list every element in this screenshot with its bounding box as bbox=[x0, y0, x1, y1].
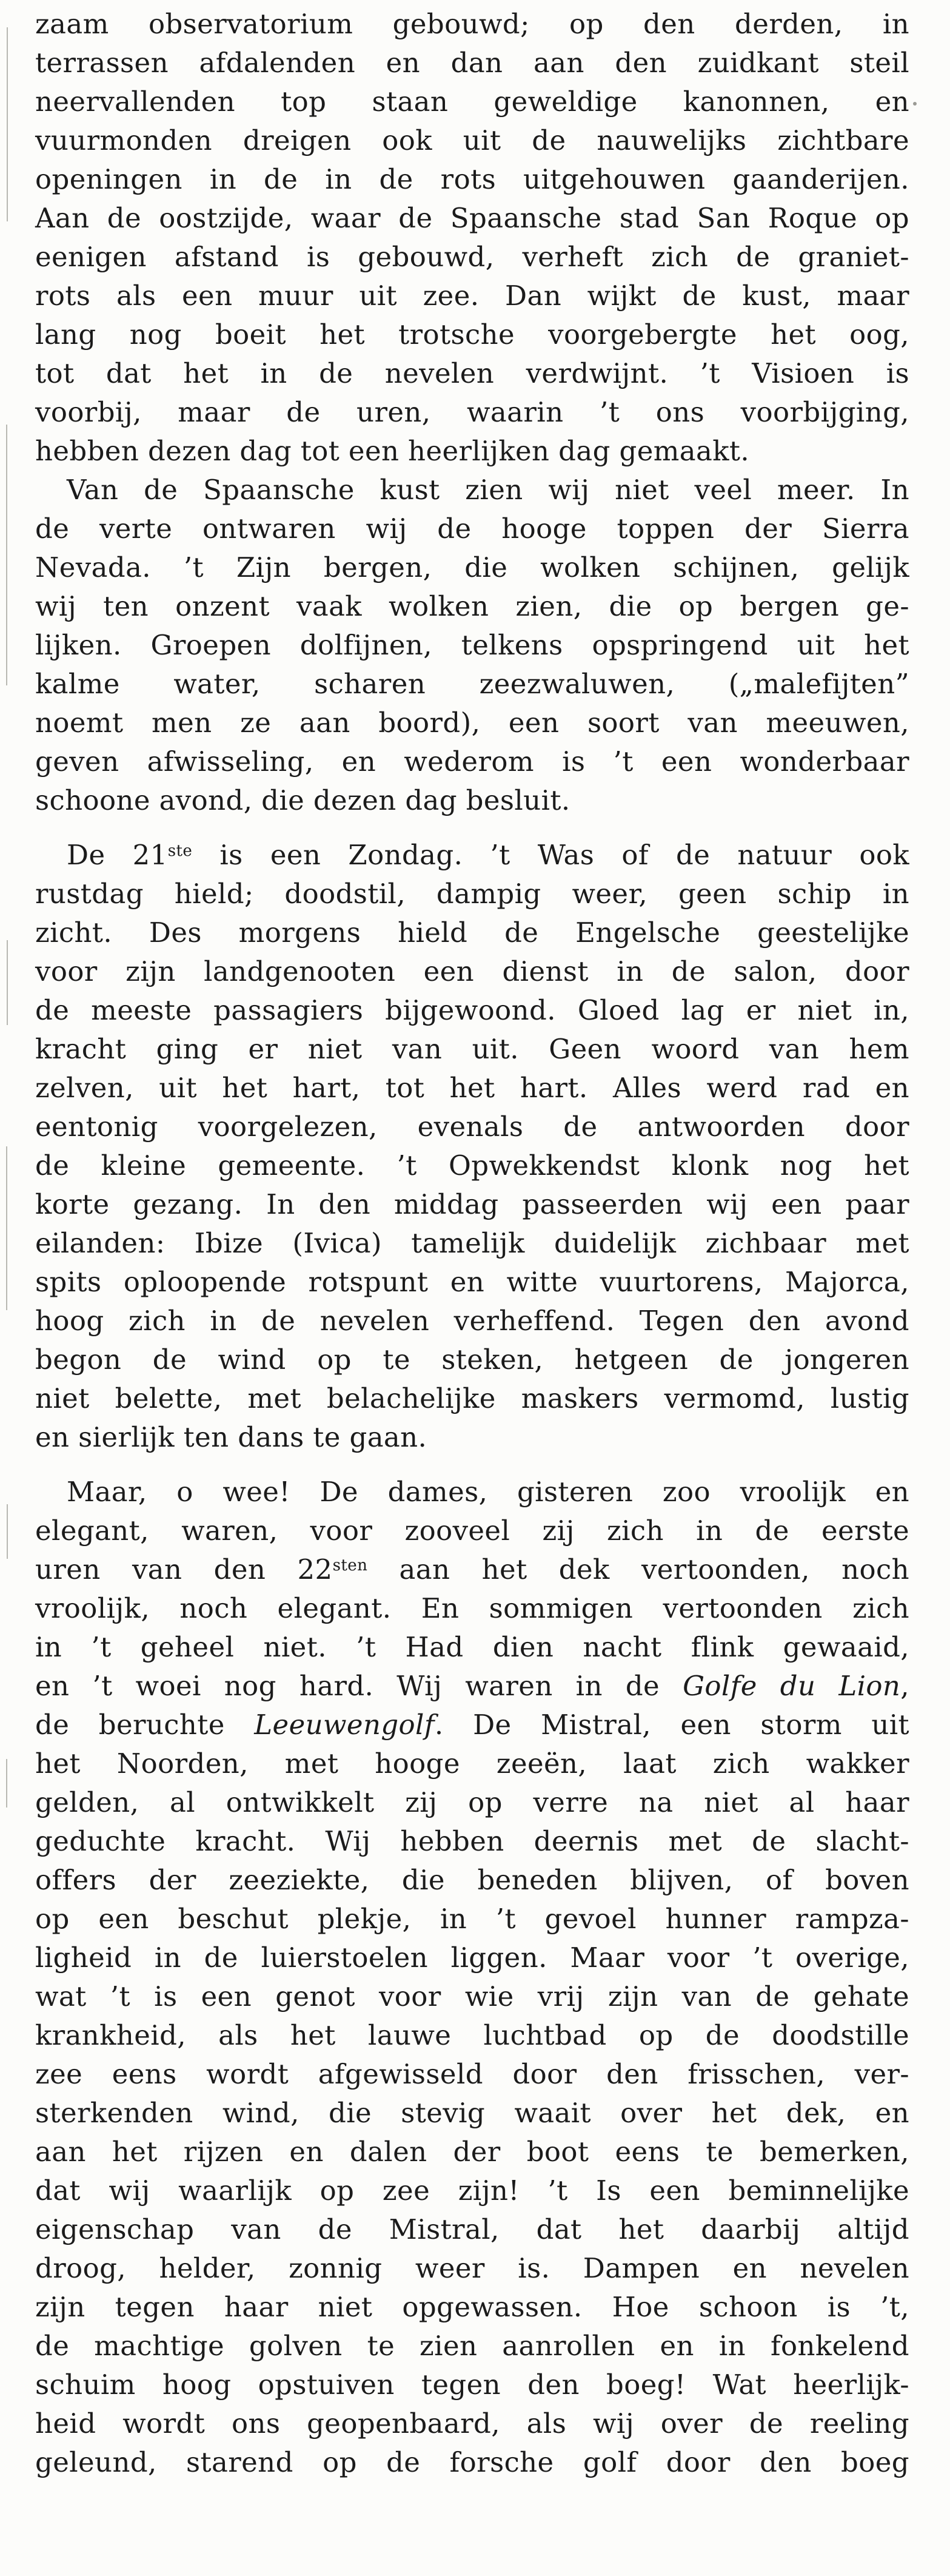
text-line: het Noorden, met hooge zeeën, laat zich wakker bbox=[35, 1747, 909, 1780]
text-line: schuim hoog opstuiven tegen den boeg! Wat heerlijk- bbox=[35, 2369, 909, 2401]
text-line: de meeste passagiers bijgewoond. Gloed lag er niet in, bbox=[35, 994, 909, 1026]
text-line: vroolijk, noch elegant. En sommigen vertoonden zich bbox=[35, 1592, 909, 1624]
text-line: rots als een muur uit zee. Dan wijkt de kust, maar bbox=[35, 280, 909, 312]
text-line: schoone avond, die dezen dag besluit. bbox=[35, 784, 570, 816]
text-line: voorbij, maar de uren, waarin ’t ons voorbijging, bbox=[35, 396, 909, 428]
text-line: en sierlijk ten dans te gaan. bbox=[35, 1421, 427, 1453]
text-line: openingen in de in de rots uitgehouwen gaanderijen. bbox=[35, 163, 909, 195]
paragraph bbox=[35, 5, 909, 471]
scan-edge-artifact bbox=[6, 1146, 7, 1310]
text-line: rustdag hield; doodstil, dampig weer, geen schip in bbox=[35, 878, 909, 910]
text-line: zaam observatorium gebouwd; op den derden, in bbox=[35, 8, 909, 40]
text-line: niet belette, met belachelijke maskers vermomd, lustig bbox=[35, 1382, 909, 1414]
text-line: wat ’t is een genot voor wie vrij zijn van de gehate bbox=[35, 1980, 909, 2013]
text-line: kalme water, scharen zeezwaluwen, („malefijten” bbox=[35, 668, 909, 700]
text-line: korte gezang. In den middag passeerden wij een paar bbox=[35, 1188, 909, 1220]
text-line: wij ten onzent vaak wolken zien, die op bergen ge- bbox=[35, 590, 909, 622]
scan-edge-artifact bbox=[7, 1504, 8, 1559]
scan-edge-artifact bbox=[6, 1759, 7, 1808]
text-line: noemt men ze aan boord), een soort van meeuwen, bbox=[35, 707, 909, 739]
text-line: zee eens wordt afgewisseld door den frisschen, ver- bbox=[35, 2058, 909, 2090]
text-line: begon de wind op te steken, hetgeen de jongeren bbox=[35, 1343, 909, 1376]
text-line: eenigen afstand is gebouwd, verheft zich de graniet- bbox=[35, 241, 909, 273]
text-line: geduchte kracht. Wij hebben deernis met de slacht- bbox=[35, 1825, 909, 1857]
text-line: eigenschap van de Mistral, dat het daarbij altijd bbox=[35, 2213, 909, 2245]
text-line: offers der zeeziekte, die beneden blijven, of boven bbox=[35, 1864, 909, 1896]
text-line: zelven, uit het hart, tot het hart. Alles werd rad en bbox=[35, 1072, 909, 1104]
text-line: De 21ste is een Zondag. ’t Was of de natuur ook bbox=[67, 839, 909, 871]
text-line: tot dat het in de nevelen verdwijnt. ’t Visioen is bbox=[35, 357, 909, 389]
text-line: Van de Spaansche kust zien wij niet veel meer. In bbox=[67, 474, 909, 506]
text-line: hoog zich in de nevelen verheffend. Tegen den avond bbox=[35, 1305, 909, 1337]
text-block bbox=[35, 5, 909, 2482]
text-line: sterkenden wind, die stevig waait over het dek, en bbox=[35, 2097, 909, 2129]
text-line: spits oploopende rotspunt en witte vuurtorens, Majorca, bbox=[35, 1266, 909, 1298]
text-line: ligheid in de luierstoelen liggen. Maar voor ’t overige, bbox=[35, 1942, 909, 1974]
text-line: in ’t geheel niet. ’t Had dien nacht flink gewaaid, bbox=[35, 1631, 909, 1663]
text-line: en ’t woei nog hard. Wij waren in de Golfe du Lion, bbox=[35, 1670, 909, 1702]
text-line: Nevada. ’t Zijn bergen, die wolken schijnen, gelijk bbox=[35, 551, 909, 583]
text-line: hebben dezen dag tot een heerlijken dag gemaakt. bbox=[35, 435, 750, 467]
text-line: elegant, waren, voor zooveel zij zich in de eerste bbox=[35, 1515, 909, 1547]
text-line: lijken. Groepen dolfijnen, telkens opspringend uit het bbox=[35, 629, 909, 661]
text-line: de beruchte Leeuwengolf. De Mistral, een storm uit bbox=[35, 1709, 909, 1741]
scan-edge-artifact bbox=[7, 940, 8, 1025]
text-line: zijn tegen haar niet opgewassen. Hoe schoon is ’t, bbox=[35, 2291, 909, 2323]
paragraph bbox=[35, 1473, 909, 2482]
scan-speck bbox=[913, 102, 917, 106]
text-line: geleund, starend op de forsche golf door den boeg bbox=[35, 2446, 909, 2478]
text-line: neervallenden top staan geweldige kanonnen, en bbox=[35, 86, 909, 118]
text-line: uren van den $22^{sten}$ aan het dek vertoonden, noch bbox=[35, 1553, 909, 1586]
text-line: eentonig voorgelezen, evenals de antwoorden door bbox=[35, 1111, 909, 1143]
text-line: de verte ontwaren wij de hooge toppen der Sierra bbox=[35, 513, 909, 545]
text-line: kracht ging er niet van uit. Geen woord van hem bbox=[35, 1033, 909, 1065]
text-line: de kleine gemeente. ’t Opwekkendst klonk nog het bbox=[35, 1149, 909, 1182]
text-line: terrassen afdalenden en dan aan den zuidkant steil bbox=[35, 47, 909, 79]
text-line: voor zijn landgenooten een dienst in de salon, door bbox=[35, 955, 909, 987]
text-line: dat wij waarlijk op zee zijn! ’t Is een beminnelijke bbox=[35, 2174, 909, 2207]
text-line: zicht. Des morgens hield de Engelsche geestelijke bbox=[35, 916, 909, 949]
text-line: gelden, al ontwikkelt zij op verre na niet al haar bbox=[35, 1786, 909, 1818]
text-line: Maar, o wee! De dames, gisteren zoo vroolijk en bbox=[67, 1476, 909, 1508]
paragraph bbox=[35, 836, 909, 1457]
text-line: de machtige golven te zien aanrollen en in fonkelend bbox=[35, 2330, 909, 2362]
text-line: krankheid, als het lauwe luchtbad op de doodstille bbox=[35, 2019, 909, 2051]
text-line: geven afwisseling, en wederom is ’t een wonderbaar bbox=[35, 745, 909, 778]
text-line: vuurmonden dreigen ook uit de nauwelijks zichtbare bbox=[35, 124, 909, 156]
text-line: lang nog boeit het trotsche voorgebergte het oog, bbox=[35, 318, 909, 351]
text-line: eilanden: Ibize (Ivica) tamelijk duidelijk zichbaar met bbox=[35, 1227, 909, 1259]
scan-edge-artifact bbox=[6, 425, 7, 685]
paragraph bbox=[35, 471, 909, 820]
text-line: op een beschut plekje, in ’t gevoel hunner rampza- bbox=[35, 1903, 909, 1935]
text-line: aan het rijzen en dalen der boot eens te bemerken, bbox=[35, 2136, 909, 2168]
text-line: heid wordt ons geopenbaard, als wij over de reeling bbox=[35, 2407, 909, 2440]
text-line: droog, helder, zonnig weer is. Dampen en nevelen bbox=[35, 2252, 909, 2284]
scan-edge-artifact bbox=[7, 27, 8, 221]
text-line: Aan de oostzijde, waar de Spaansche stad San Roque op bbox=[35, 202, 909, 234]
